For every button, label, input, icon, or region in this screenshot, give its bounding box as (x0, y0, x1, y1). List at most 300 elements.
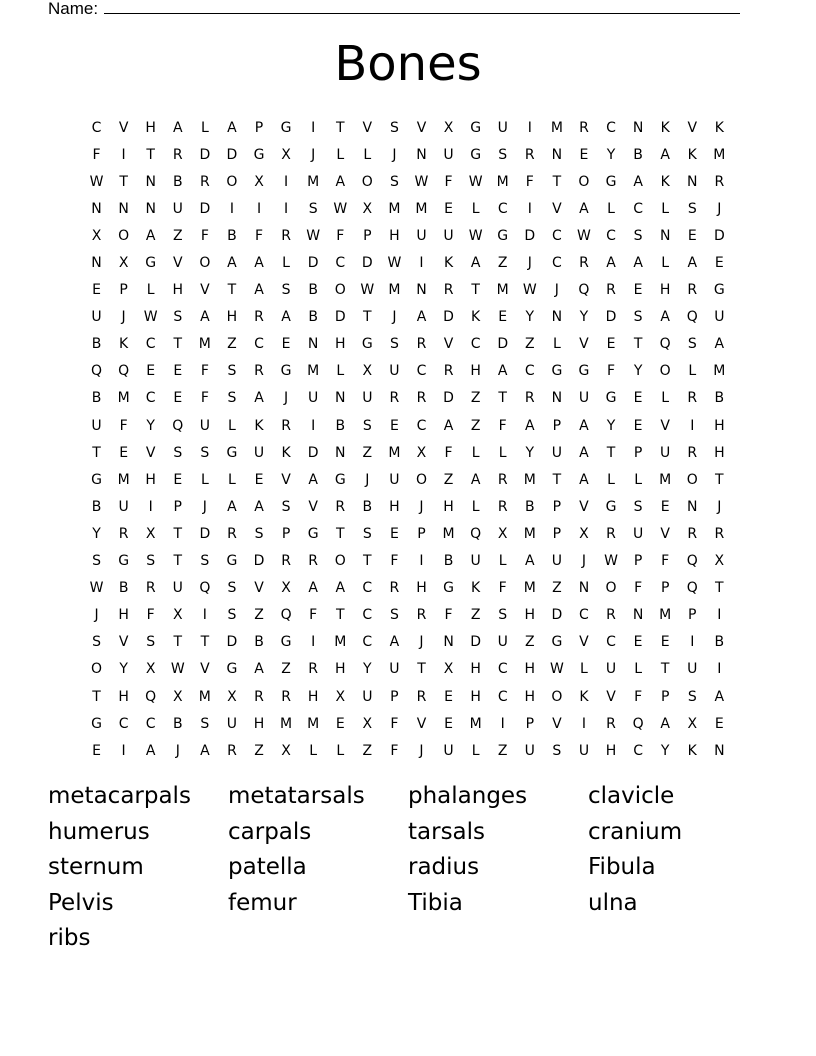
grid-letter: O (334, 282, 346, 299)
grid-letter: S (200, 715, 210, 732)
grid-letter: N (416, 146, 427, 163)
grid-letter: I (229, 200, 234, 217)
grid-letter: A (416, 309, 427, 326)
grid-letter: Q (145, 688, 157, 705)
word-list-item: patella (228, 854, 307, 880)
grid-letter: U (497, 634, 508, 651)
grid-letter: X (497, 525, 508, 542)
grid-letter: X (172, 688, 183, 705)
grid-letter: D (443, 390, 454, 407)
grid-letter: E (92, 282, 101, 299)
grid-letter: O (226, 173, 238, 190)
grid-letter: S (200, 553, 210, 570)
grid-letter: U (389, 363, 400, 380)
grid-letter: B (633, 146, 643, 163)
grid-letter: P (254, 119, 264, 136)
grid-letter: T (552, 173, 562, 190)
grid-letter: U (660, 444, 671, 461)
grid-letter: Z (470, 607, 481, 624)
grid-letter: Y (92, 525, 101, 542)
grid-letter: W (89, 173, 104, 190)
grid-letter: C (362, 580, 373, 597)
grid-letter: T (715, 580, 724, 597)
grid-letter: H (334, 661, 346, 678)
word-list-item: Pelvis (48, 889, 114, 916)
grid-letter: V (552, 715, 562, 732)
grid-letter: C (606, 634, 616, 651)
grid-letter: N (335, 444, 346, 461)
grid-letter: A (579, 417, 589, 434)
grid-letter: E (444, 715, 453, 732)
grid-letter: J (284, 390, 289, 407)
grid-letter: H (389, 227, 400, 244)
grid-row (83, 548, 733, 575)
grid-letter: E (444, 688, 453, 705)
grid-letter: M (659, 607, 672, 624)
grid-letter: D (307, 444, 319, 461)
grid-letter: T (498, 390, 507, 407)
grid-letter: F (390, 553, 399, 570)
grid-letter: E (173, 390, 183, 407)
grid-letter: S (308, 200, 318, 217)
grid-letter: V (660, 417, 670, 434)
grid-letter: T (417, 661, 426, 678)
grid-row (83, 277, 733, 304)
grid-letter: E (633, 390, 643, 407)
grid-letter: W (306, 227, 321, 244)
grid-letter: T (335, 119, 345, 136)
grid-letter: N (687, 498, 698, 515)
grid-letter: B (443, 553, 454, 570)
grid-letter: T (471, 282, 480, 299)
grid-letter: I (311, 417, 316, 434)
grid-letter: C (145, 390, 156, 407)
grid-letter: B (714, 634, 725, 651)
grid-letter: P (660, 580, 670, 597)
grid-letter: S (173, 444, 183, 461)
grid-letter: X (579, 525, 589, 542)
grid-letter: M (713, 146, 726, 163)
grid-letter: N (659, 227, 671, 244)
grid-letter: E (281, 336, 291, 353)
grid-letter: G (280, 119, 292, 136)
grid-letter: Z (524, 634, 535, 651)
grid-letter: D (253, 553, 265, 570)
grid-letter: E (633, 282, 643, 299)
grid-letter: P (525, 715, 535, 732)
grid-letter: S (227, 607, 237, 624)
grid-letter: N (632, 607, 644, 624)
word-list-item: clavicle (588, 783, 675, 809)
grid-letter: A (687, 255, 698, 272)
grid-letter: P (417, 525, 426, 542)
grid-row (83, 520, 733, 547)
grid-letter: C (91, 119, 102, 136)
grid-letter: M (117, 390, 130, 407)
grid-letter: B (308, 282, 318, 299)
grid-letter: L (228, 417, 236, 434)
grid-letter: S (92, 553, 101, 570)
grid-letter: D (497, 336, 509, 353)
grid-letter: Z (470, 390, 481, 407)
grid-letter: I (311, 119, 316, 136)
grid-letter: H (470, 363, 481, 380)
grid-letter: I (527, 119, 532, 136)
grid-letter: R (416, 607, 427, 624)
grid-letter: S (687, 688, 697, 705)
grid-letter: C (551, 255, 562, 272)
grid-letter: H (524, 607, 536, 624)
grid-letter: H (253, 715, 265, 732)
grid-letter: S (254, 525, 264, 542)
grid-letter: V (254, 580, 264, 597)
grid-letter: F (661, 553, 670, 570)
grid-letter: R (254, 688, 264, 705)
grid-letter: F (634, 580, 643, 597)
grid-letter: J (717, 498, 722, 515)
grid-letter: O (415, 471, 427, 488)
grid-letter: R (416, 336, 427, 353)
name-field (48, 0, 740, 18)
grid-letter: S (389, 607, 399, 624)
grid-letter: E (606, 336, 616, 353)
grid-letter: K (687, 146, 697, 163)
grid-letter: C (470, 336, 481, 353)
grid-letter: P (660, 688, 670, 705)
grid-letter: H (524, 688, 536, 705)
grid-letter: R (172, 146, 183, 163)
grid-letter: U (605, 661, 617, 678)
grid-letter: Q (686, 309, 698, 326)
grid-letter: J (419, 742, 424, 759)
grid-letter: J (311, 146, 316, 163)
grid-letter: A (200, 742, 210, 759)
grid-letter: T (363, 309, 372, 326)
grid-letter: W (360, 282, 375, 299)
grid-letter: W (577, 227, 591, 244)
grid-letter: A (579, 200, 589, 217)
grid-letter: L (471, 498, 480, 515)
grid-letter: N (714, 742, 725, 759)
grid-letter: H (524, 661, 536, 678)
grid-letter: Q (91, 363, 103, 380)
grid-letter: P (119, 282, 128, 299)
grid-letter: A (308, 471, 318, 488)
grid-letter: I (256, 200, 262, 217)
grid-letter: F (444, 444, 453, 461)
grid-letter: R (714, 173, 725, 190)
grid-letter: C (579, 607, 589, 624)
grid-letter: E (714, 715, 724, 732)
grid-letter: T (173, 525, 183, 542)
grid-letter: D (470, 634, 482, 651)
grid-letter: B (308, 309, 318, 326)
grid-letter: D (605, 309, 617, 326)
grid-letter: E (146, 363, 156, 380)
grid-letter: Q (172, 417, 184, 434)
grid-letter: O (605, 580, 617, 597)
grid-letter: J (554, 282, 559, 299)
grid-letter: X (362, 715, 373, 732)
grid-letter: S (552, 742, 562, 759)
grid-letter: H (307, 688, 319, 705)
grid-letter: T (335, 525, 345, 542)
grid-letter: D (334, 309, 346, 326)
grid-letter: J (365, 471, 370, 488)
grid-letter: R (606, 607, 616, 624)
grid-letter: P (688, 607, 697, 624)
grid-letter: I (419, 255, 424, 272)
grid-letter: D (226, 634, 238, 651)
grid-letter: R (606, 525, 616, 542)
grid-letter: E (633, 634, 643, 651)
grid-letter: P (173, 498, 182, 515)
grid-letter: G (253, 146, 265, 163)
grid-letter: M (496, 173, 509, 190)
grid-letter: I (419, 553, 424, 570)
grid-letter: V (308, 498, 318, 515)
grid-letter: U (551, 444, 562, 461)
grid-letter: M (442, 525, 455, 542)
grid-letter: P (390, 688, 399, 705)
grid-letter: S (92, 634, 101, 651)
grid-letter: U (443, 227, 454, 244)
grid-letter: N (118, 200, 129, 217)
grid-letter: A (470, 255, 481, 272)
grid-letter: A (470, 471, 481, 488)
grid-letter: X (335, 688, 346, 705)
grid-letter: U (389, 661, 400, 678)
grid-row (83, 331, 733, 358)
grid-letter: V (118, 634, 129, 651)
grid-letter: A (335, 580, 346, 597)
grid-letter: L (200, 471, 209, 488)
grid-letter: E (254, 471, 264, 488)
grid-letter: P (633, 444, 643, 461)
grid-letter: U (416, 227, 427, 244)
grid-letter: W (387, 255, 402, 272)
grid-letter: E (633, 417, 643, 434)
grid-letter: G (280, 634, 292, 651)
grid-letter: C (145, 336, 156, 353)
grid-letter: U (578, 742, 590, 759)
word-list-item: humerus (48, 818, 150, 845)
grid-letter: A (579, 471, 589, 488)
grid-letter: X (227, 688, 237, 705)
word-list-item: tarsals (408, 818, 486, 845)
grid-letter: J (717, 200, 722, 217)
word-list-item: ulna (588, 889, 638, 916)
grid-letter: R (687, 444, 698, 461)
grid-letter: H (226, 309, 238, 326)
grid-letter: W (89, 580, 104, 597)
grid-letter: T (173, 634, 183, 651)
grid-letter: A (714, 336, 725, 353)
grid-letter: S (173, 309, 183, 326)
grid-letter: U (714, 309, 725, 326)
grid-letter: I (690, 634, 695, 651)
grid-letter: U (199, 417, 210, 434)
grid-letter: X (416, 444, 427, 461)
grid-letter: V (443, 336, 454, 353)
grid-letter: S (227, 390, 237, 407)
grid-letter: L (363, 146, 372, 163)
grid-letter: V (200, 282, 210, 299)
grid-letter: G (226, 553, 238, 570)
grid-letter: A (227, 119, 237, 136)
grid-row (83, 466, 733, 493)
grid-letter: H (470, 661, 481, 678)
grid-letter: M (334, 634, 347, 651)
grid-letter: J (94, 607, 99, 624)
grid-letter: V (687, 119, 698, 136)
grid-letter: S (687, 336, 697, 353)
grid-letter: H (172, 282, 184, 299)
grid-letter: B (172, 173, 183, 190)
grid-letter: C (416, 363, 427, 380)
grid-letter: P (552, 417, 562, 434)
grid-letter: O (118, 227, 130, 244)
grid-letter: R (606, 282, 616, 299)
grid-letter: M (713, 363, 726, 380)
word-list-item: ribs (48, 925, 91, 951)
grid-letter: T (552, 471, 562, 488)
grid-letter: H (470, 688, 481, 705)
grid-letter: S (389, 173, 399, 190)
grid-letter: U (687, 661, 698, 678)
grid-letter: V (579, 498, 589, 515)
grid-letter: E (660, 498, 670, 515)
grid-letter: W (522, 282, 537, 299)
grid-letter: R (687, 525, 698, 542)
grid-letter: Y (525, 309, 535, 326)
grid-letter: N (578, 580, 590, 597)
grid-letter: V (660, 525, 670, 542)
grid-letter: Z (443, 471, 454, 488)
grid-letter: C (416, 417, 427, 434)
grid-letter: B (91, 336, 102, 353)
grid-letter: H (714, 444, 725, 461)
grid-row (83, 114, 733, 141)
grid-letter: D (199, 525, 211, 542)
word-list-item: Tibia (408, 889, 463, 916)
grid-letter: M (388, 200, 401, 217)
grid-letter: F (92, 146, 101, 163)
grid-letter: V (579, 634, 589, 651)
grid-letter: M (307, 363, 320, 380)
grid-letter: S (146, 634, 156, 651)
grid-letter: Z (254, 607, 264, 624)
grid-letter: Y (525, 444, 535, 461)
grid-letter: C (497, 200, 508, 217)
grid-letter: E (498, 309, 508, 326)
grid-letter: Z (172, 227, 183, 244)
grid-letter: C (497, 661, 508, 678)
grid-letter: V (416, 715, 427, 732)
grid-letter: S (389, 119, 399, 136)
grid-letter: G (470, 146, 482, 163)
grid-letter: A (254, 390, 264, 407)
grid-letter: I (121, 742, 126, 759)
grid-letter: S (281, 498, 291, 515)
grid-letter: X (443, 119, 454, 136)
word-list (48, 780, 768, 958)
grid-letter: E (444, 200, 453, 217)
grid-letter: X (118, 255, 129, 272)
grid-letter: L (688, 363, 697, 380)
grid-letter: W (468, 173, 483, 190)
grid-letter: M (117, 471, 130, 488)
grid-letter: A (660, 715, 670, 732)
grid-letter: G (334, 471, 346, 488)
grid-letter: T (227, 282, 237, 299)
grid-letter: M (388, 282, 401, 299)
grid-letter: R (579, 255, 589, 272)
grid-letter: U (253, 444, 265, 461)
grid-letter: A (227, 255, 237, 272)
grid-letter: I (284, 173, 289, 190)
grid-letter: V (118, 119, 129, 136)
grid-letter: R (389, 580, 400, 597)
grid-row (83, 683, 733, 710)
grid-letter: M (307, 173, 320, 190)
grid-letter: T (92, 444, 101, 461)
grid-letter: G (91, 715, 102, 732)
grid-letter: Q (632, 715, 644, 732)
grid-letter: F (444, 173, 453, 190)
grid-letter: R (687, 282, 698, 299)
grid-letter: J (419, 634, 424, 651)
grid-letter: L (282, 255, 290, 272)
grid-letter: X (362, 363, 373, 380)
grid-letter: A (606, 255, 616, 272)
grid-letter: Y (579, 309, 589, 326)
grid-letter: K (443, 255, 454, 272)
grid-letter: M (388, 444, 401, 461)
grid-letter: D (551, 607, 563, 624)
grid-row (83, 737, 733, 764)
grid-letter: Q (199, 580, 211, 597)
grid-letter: R (335, 498, 346, 515)
grid-row (83, 168, 733, 195)
grid-letter: T (660, 661, 670, 678)
grid-letter: E (173, 471, 183, 488)
grid-letter: A (633, 255, 643, 272)
grid-letter: C (362, 634, 373, 651)
grid-letter: S (687, 200, 697, 217)
grid-letter: H (416, 580, 427, 597)
grid-letter: R (145, 580, 156, 597)
grid-letter: R (389, 390, 400, 407)
grid-letter: M (307, 715, 320, 732)
grid-letter: U (551, 553, 562, 570)
word-list-item: cranium (588, 818, 683, 845)
grid-letter: G (605, 498, 617, 515)
grid-letter: L (336, 146, 345, 163)
grid-letter: R (497, 498, 508, 515)
grid-letter: V (362, 119, 373, 136)
grid-letter: F (336, 227, 345, 244)
grid-letter: R (524, 390, 535, 407)
grid-letter: H (145, 119, 156, 136)
grid-letter: G (280, 363, 292, 380)
grid-letter: T (173, 553, 183, 570)
grid-letter: L (634, 471, 642, 488)
grid-letter: M (550, 119, 563, 136)
grid-letter: R (199, 173, 210, 190)
grid-letter: L (607, 200, 615, 217)
word-list-item: carpals (228, 818, 312, 845)
